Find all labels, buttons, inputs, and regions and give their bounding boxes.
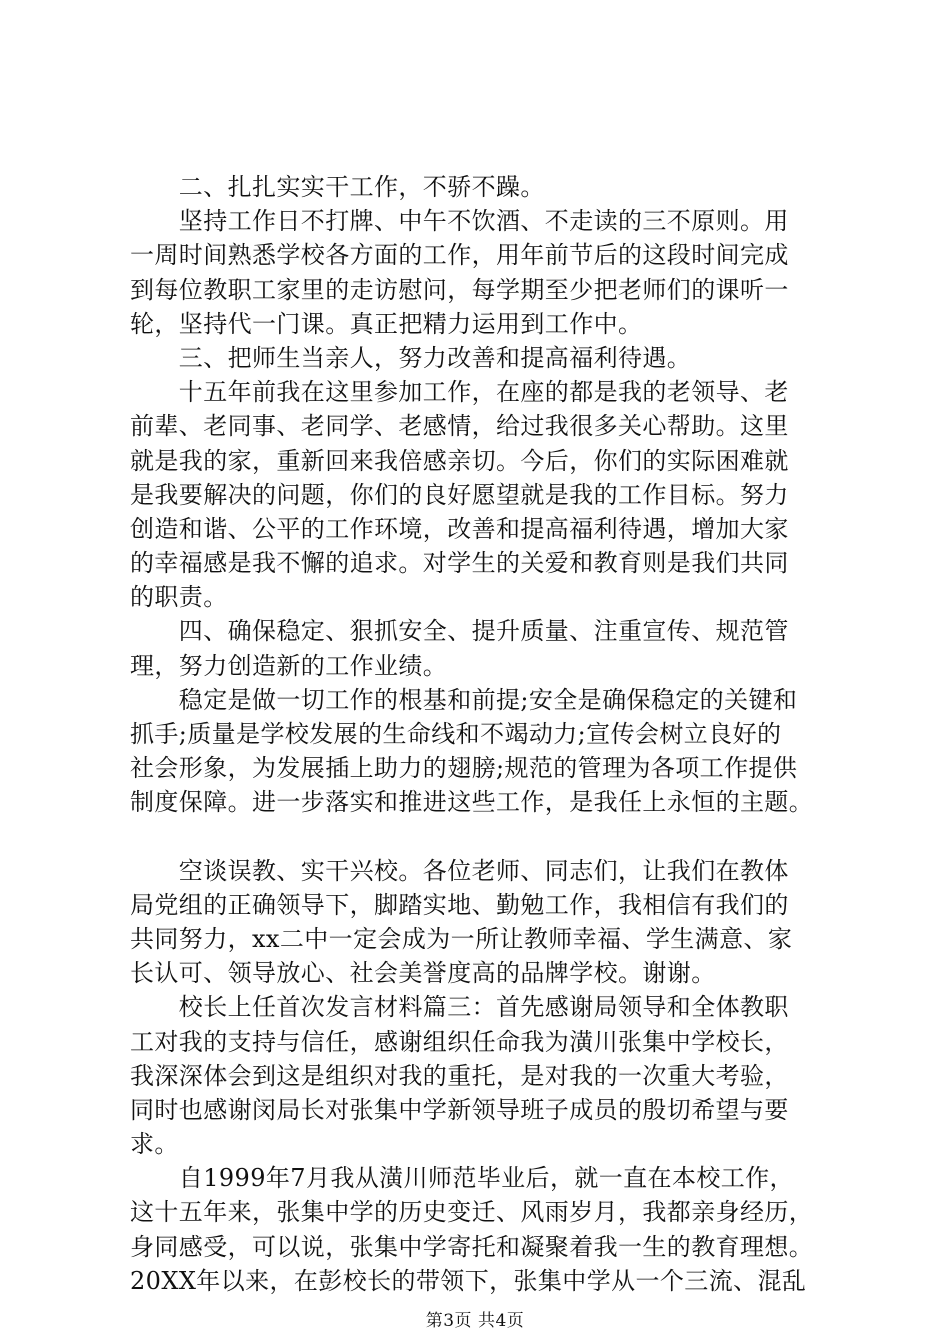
text-line: 长认可、领导放心、社会美誉度高的品牌学校。谢谢。 xyxy=(130,959,716,988)
text-line: 制度保障。进一步落实和推进这些工作，是我任上永恒的主题。 xyxy=(130,788,814,817)
body-text xyxy=(130,170,830,1298)
text-line: 前辈、老同事、老同学、老感情，给过我很多关心帮助。这里 xyxy=(130,412,789,441)
text-line: 创造和谐、公平的工作环境，改善和提高福利待遇，增加大家 xyxy=(130,514,789,543)
text-line: 稳定是做一切工作的根基和前提;安全是确保稳定的关键和 xyxy=(130,685,798,714)
paragraph-block xyxy=(130,854,830,1298)
text-line: 社会形象，为发展插上助力的翅膀;规范的管理为各项工作提供 xyxy=(130,754,798,783)
text-line: 轮，坚持代一门课。真正把精力运用到工作中。 xyxy=(130,309,643,338)
text-line: 坚持工作日不打牌、中午不饮酒、不走读的三不原则。用 xyxy=(130,207,789,236)
text-line: 这十五年来，张集中学的历史变迁、风雨岁月，我都亲身经历， xyxy=(130,1198,814,1227)
text-line: 工对我的支持与信任，感谢组织任命我为潢川张集中学校长， xyxy=(130,1027,789,1056)
text-line: 到每位教职工家里的走访慰问，每学期至少把老师们的课听一 xyxy=(130,275,789,304)
text-line: 三、把师生当亲人，努力改善和提高福利待遇。 xyxy=(130,343,692,372)
text-line: 共同努力，xx二中一定会成为一所让教师幸福、学生满意、家 xyxy=(130,924,793,953)
text-line: 身同感受，可以说，张集中学寄托和凝聚着我一生的教育理想。 xyxy=(130,1232,814,1261)
paragraph-gap xyxy=(130,820,830,854)
text-line: 就是我的家，重新回来我倍感亲切。今后，你们的实际困难就 xyxy=(130,446,789,475)
text-line: 同时也感谢闵局长对张集中学新领导班子成员的殷切希望与要 xyxy=(130,1095,789,1124)
text-line: 理，努力创造新的工作业绩。 xyxy=(130,651,448,680)
text-line: 是我要解决的问题，你们的良好愿望就是我的工作目标。努力 xyxy=(130,480,789,509)
text-line: 求。 xyxy=(130,1130,179,1159)
paragraph-block xyxy=(130,170,830,820)
page-number-footer: 第3页 共4页 xyxy=(425,1311,525,1331)
text-line: 空谈误教、实干兴校。各位老师、同志们，让我们在教体 xyxy=(130,856,789,885)
text-line: 一周时间熟悉学校各方面的工作，用年前节后的这段时间完成 xyxy=(130,241,789,270)
text-line: 局党组的正确领导下，脚踏实地、勤勉工作，我相信有我们的 xyxy=(130,890,789,919)
text-line: 我深深体会到这是组织对我的重托，是对我的一次重大考验， xyxy=(130,1061,789,1090)
text-line: 自1999年7月我从潢川师范毕业后，就一直在本校工作， xyxy=(130,1164,794,1193)
text-line: 十五年前我在这里参加工作，在座的都是我的老领导、老 xyxy=(130,378,789,407)
text-line: 四、确保稳定、狠抓安全、提升质量、注重宣传、规范管 xyxy=(130,617,789,646)
text-line: 的幸福感是我不懈的追求。对学生的关爱和教育则是我们共同 xyxy=(130,549,789,578)
text-line: 二、扎扎实实干工作，不骄不躁。 xyxy=(130,173,545,201)
text-line: 的职责。 xyxy=(130,583,228,612)
text-line: 抓手;质量是学校发展的生命线和不竭动力;宣传会树立良好的 xyxy=(130,720,782,748)
text-line: 20XX年以来，在彭校长的带领下，张集中学从一个三流、混乱 xyxy=(130,1266,807,1295)
text-line: 校长上任首次发言材料篇三：首先感谢局领导和全体教职 xyxy=(130,993,789,1022)
